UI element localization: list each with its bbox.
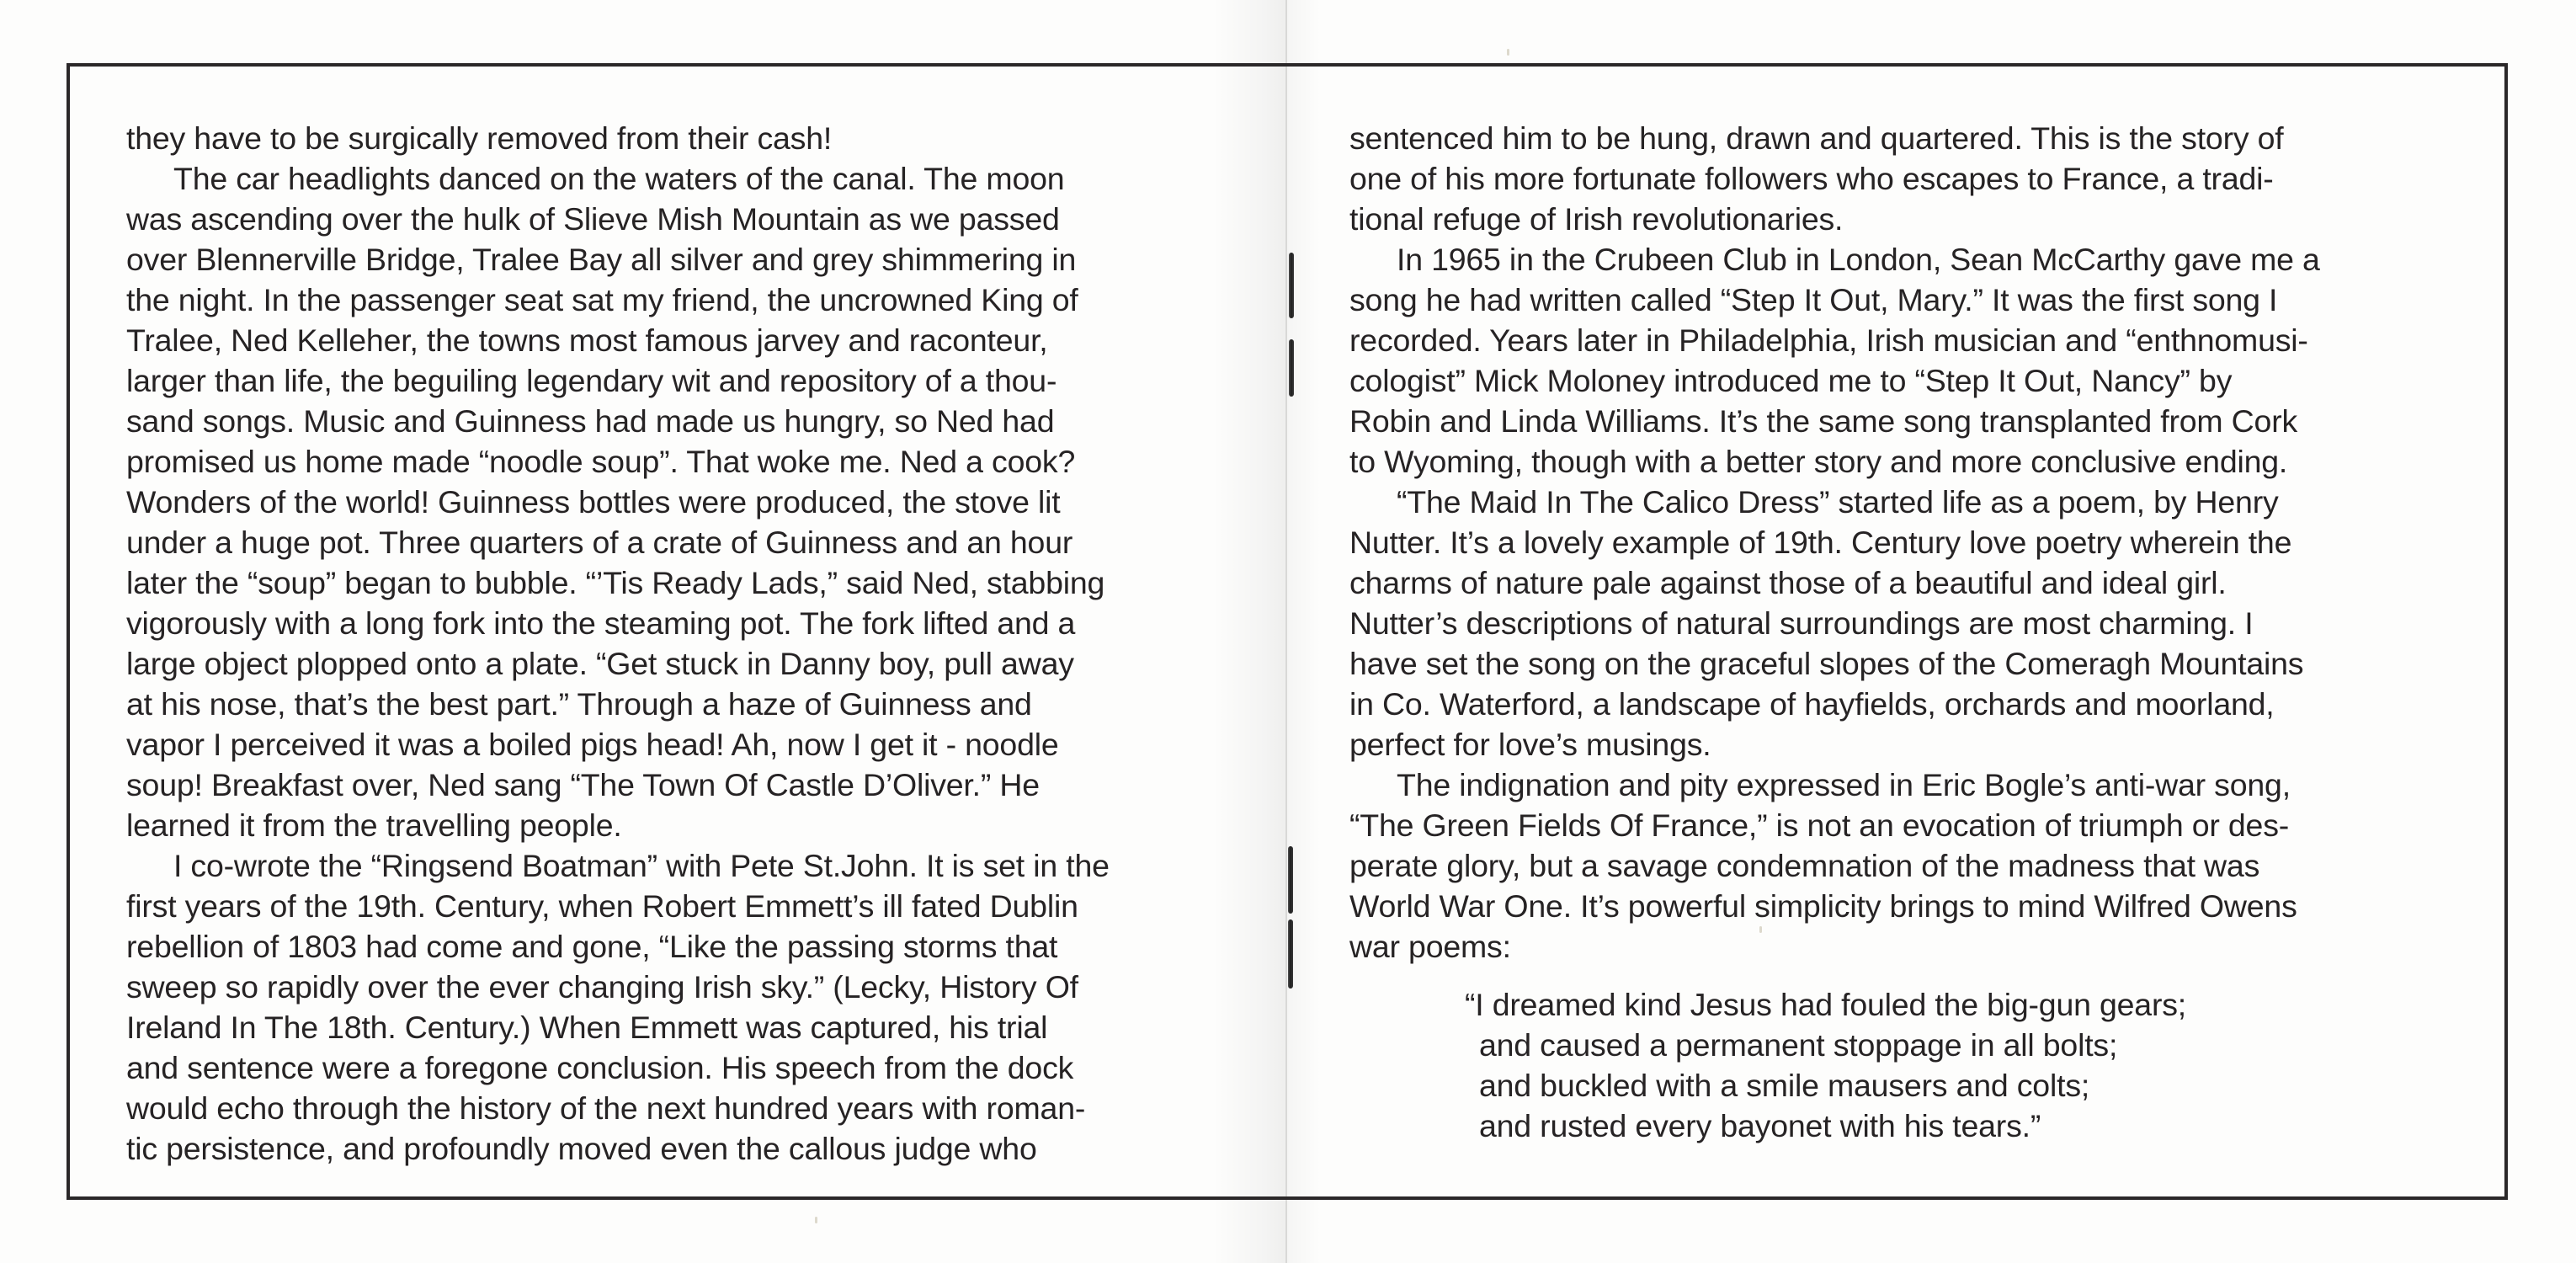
poem-line: and rusted every bayonet with his tears.”: [1479, 1108, 2041, 1143]
text-line: recorded. Years later in Philadelphia, Irish musician and “enthnomusi-: [1349, 322, 2308, 358]
text-line: have set the song on the graceful slopes of the Comeragh Mountains: [1349, 646, 2304, 681]
text-line: at his nose, that’s the best part.” Through a haze of Guinness and: [126, 686, 1032, 722]
poem-line: and caused a permanent stoppage in all bolts;: [1479, 1027, 2118, 1063]
text-line: under a huge pot. Three quarters of a crate of Guinness and an hour: [126, 525, 1073, 560]
text-line: Tralee, Ned Kelleher, the towns most famous jarvey and raconteur,: [126, 322, 1048, 358]
poem-line: and buckled with a smile mausers and colts;: [1479, 1068, 2090, 1103]
paragraph-first-line: The car headlights danced on the waters of the canal. The moon: [173, 161, 1065, 196]
paragraph-first-line: “The Maid In The Calico Dress” started life as a poem, by Henry: [1397, 484, 2279, 520]
paragraph-first-line: The indignation and pity expressed in Eric Bogle’s anti-war song,: [1397, 767, 2291, 802]
text-line: one of his more fortunate followers who escapes to France, a tradi-: [1349, 161, 2274, 196]
poem-quote: [1349, 984, 2469, 1146]
text-line: charms of nature pale against those of a beautiful and ideal girl.: [1349, 565, 2227, 600]
text-line: they have to be surgically removed from their cash!: [126, 120, 833, 156]
text-line: sentenced him to be hung, drawn and quartered. This is the story of: [1349, 120, 2284, 156]
text-line: sand songs. Music and Guinness had made us hungry, so Ned had: [126, 403, 1055, 439]
text-line: first years of the 19th. Century, when Robert Emmett’s ill fated Dublin: [126, 888, 1078, 924]
text-line: learned it from the travelling people.: [126, 807, 622, 843]
poem-line: “I dreamed kind Jesus had fouled the big-gun gears;: [1465, 987, 2187, 1022]
text-line: Robin and Linda Williams. It’s the same song transplanted from Cork: [1349, 403, 2298, 439]
text-line: vigorously with a long fork into the steaming pot. The fork lifted and a: [126, 605, 1076, 641]
text-line: cologist” Mick Moloney introduced me to “Step It Out, Nancy” by: [1349, 363, 2233, 398]
text-line: over Blennerville Bridge, Tralee Bay all silver and grey shimmering in: [126, 242, 1077, 277]
text-line: sweep so rapidly over the ever changing Irish sky.” (Lecky, History Of: [126, 969, 1078, 1005]
text-line: in Co. Waterford, a landscape of hayfields, orchards and moorland,: [1349, 686, 2275, 722]
paper-speck: [815, 1217, 817, 1223]
text-line: perfect for love’s musings.: [1349, 727, 1711, 762]
text-line: promised us home made “noodle soup”. That woke me. Ned a cook?: [126, 444, 1076, 479]
text-line: and sentence were a foregone conclusion. His speech from the dock: [126, 1050, 1074, 1085]
text-line: Nutter’s descriptions of natural surroundings are most charming. I: [1349, 605, 2254, 641]
text-line: would echo through the history of the next hundred years with roman-: [126, 1090, 1086, 1126]
text-line: rebellion of 1803 had come and gone, “Like the passing storms that: [126, 929, 1058, 964]
text-line: vapor I perceived it was a boiled pigs head! Ah, now I get it - noodle: [126, 727, 1059, 762]
paragraph-first-line: I co-wrote the “Ringsend Boatman” with Pete St.John. It is set in the: [173, 848, 1110, 883]
text-line: the night. In the passenger seat sat my friend, the uncrowned King of: [126, 282, 1078, 317]
text-line: World War One. It’s powerful simplicity brings to mind Wilfred Owens: [1349, 888, 2297, 924]
paragraph-first-line: In 1965 in the Crubeen Club in London, Sean McCarthy gave me a: [1397, 242, 2320, 277]
text-line: song he had written called “Step It Out, Mary.” It was the first song I: [1349, 282, 2278, 317]
paper-speck: [1507, 49, 1509, 56]
staple-icon: [1288, 919, 1293, 989]
right-page-text: [1349, 118, 2469, 1146]
text-line: larger than life, the beguiling legendary wit and repository of a thou-: [126, 363, 1057, 398]
text-line: soup! Breakfast over, Ned sang “The Town Of Castle D’Oliver.” He: [126, 767, 1040, 802]
text-line: large object plopped onto a plate. “Get stuck in Danny boy, pull away: [126, 646, 1074, 681]
right-page-paragraphs: [1349, 118, 2469, 967]
text-line: Nutter. It’s a lovely example of 19th. Century love poetry wherein the: [1349, 525, 2292, 560]
text-line: later the “soup” began to bubble. “’Tis Ready Lads,” said Ned, stabbing: [126, 565, 1105, 600]
text-line: Wonders of the world! Guinness bottles were produced, the stove lit: [126, 484, 1061, 520]
text-line: to Wyoming, though with a better story and more conclusive ending.: [1349, 444, 2288, 479]
text-line: perate glory, but a savage condemnation of the madness that was: [1349, 848, 2260, 883]
text-line: tional refuge of Irish revolutionaries.: [1349, 201, 1844, 237]
staple-icon: [1288, 846, 1293, 914]
text-line: Ireland In The 18th. Century.) When Emmett was captured, his trial: [126, 1010, 1048, 1045]
text-line: tic persistence, and profoundly moved even the callous judge who: [126, 1131, 1037, 1166]
text-line: was ascending over the hulk of Slieve Mish Mountain as we passed: [126, 201, 1060, 237]
staple-icon: [1289, 253, 1294, 318]
text-line: war poems:: [1349, 929, 1511, 964]
text-line: “The Green Fields Of France,” is not an evocation of triumph or des-: [1349, 807, 2290, 843]
left-page-text: [126, 118, 1250, 1169]
staple-icon: [1289, 339, 1294, 397]
